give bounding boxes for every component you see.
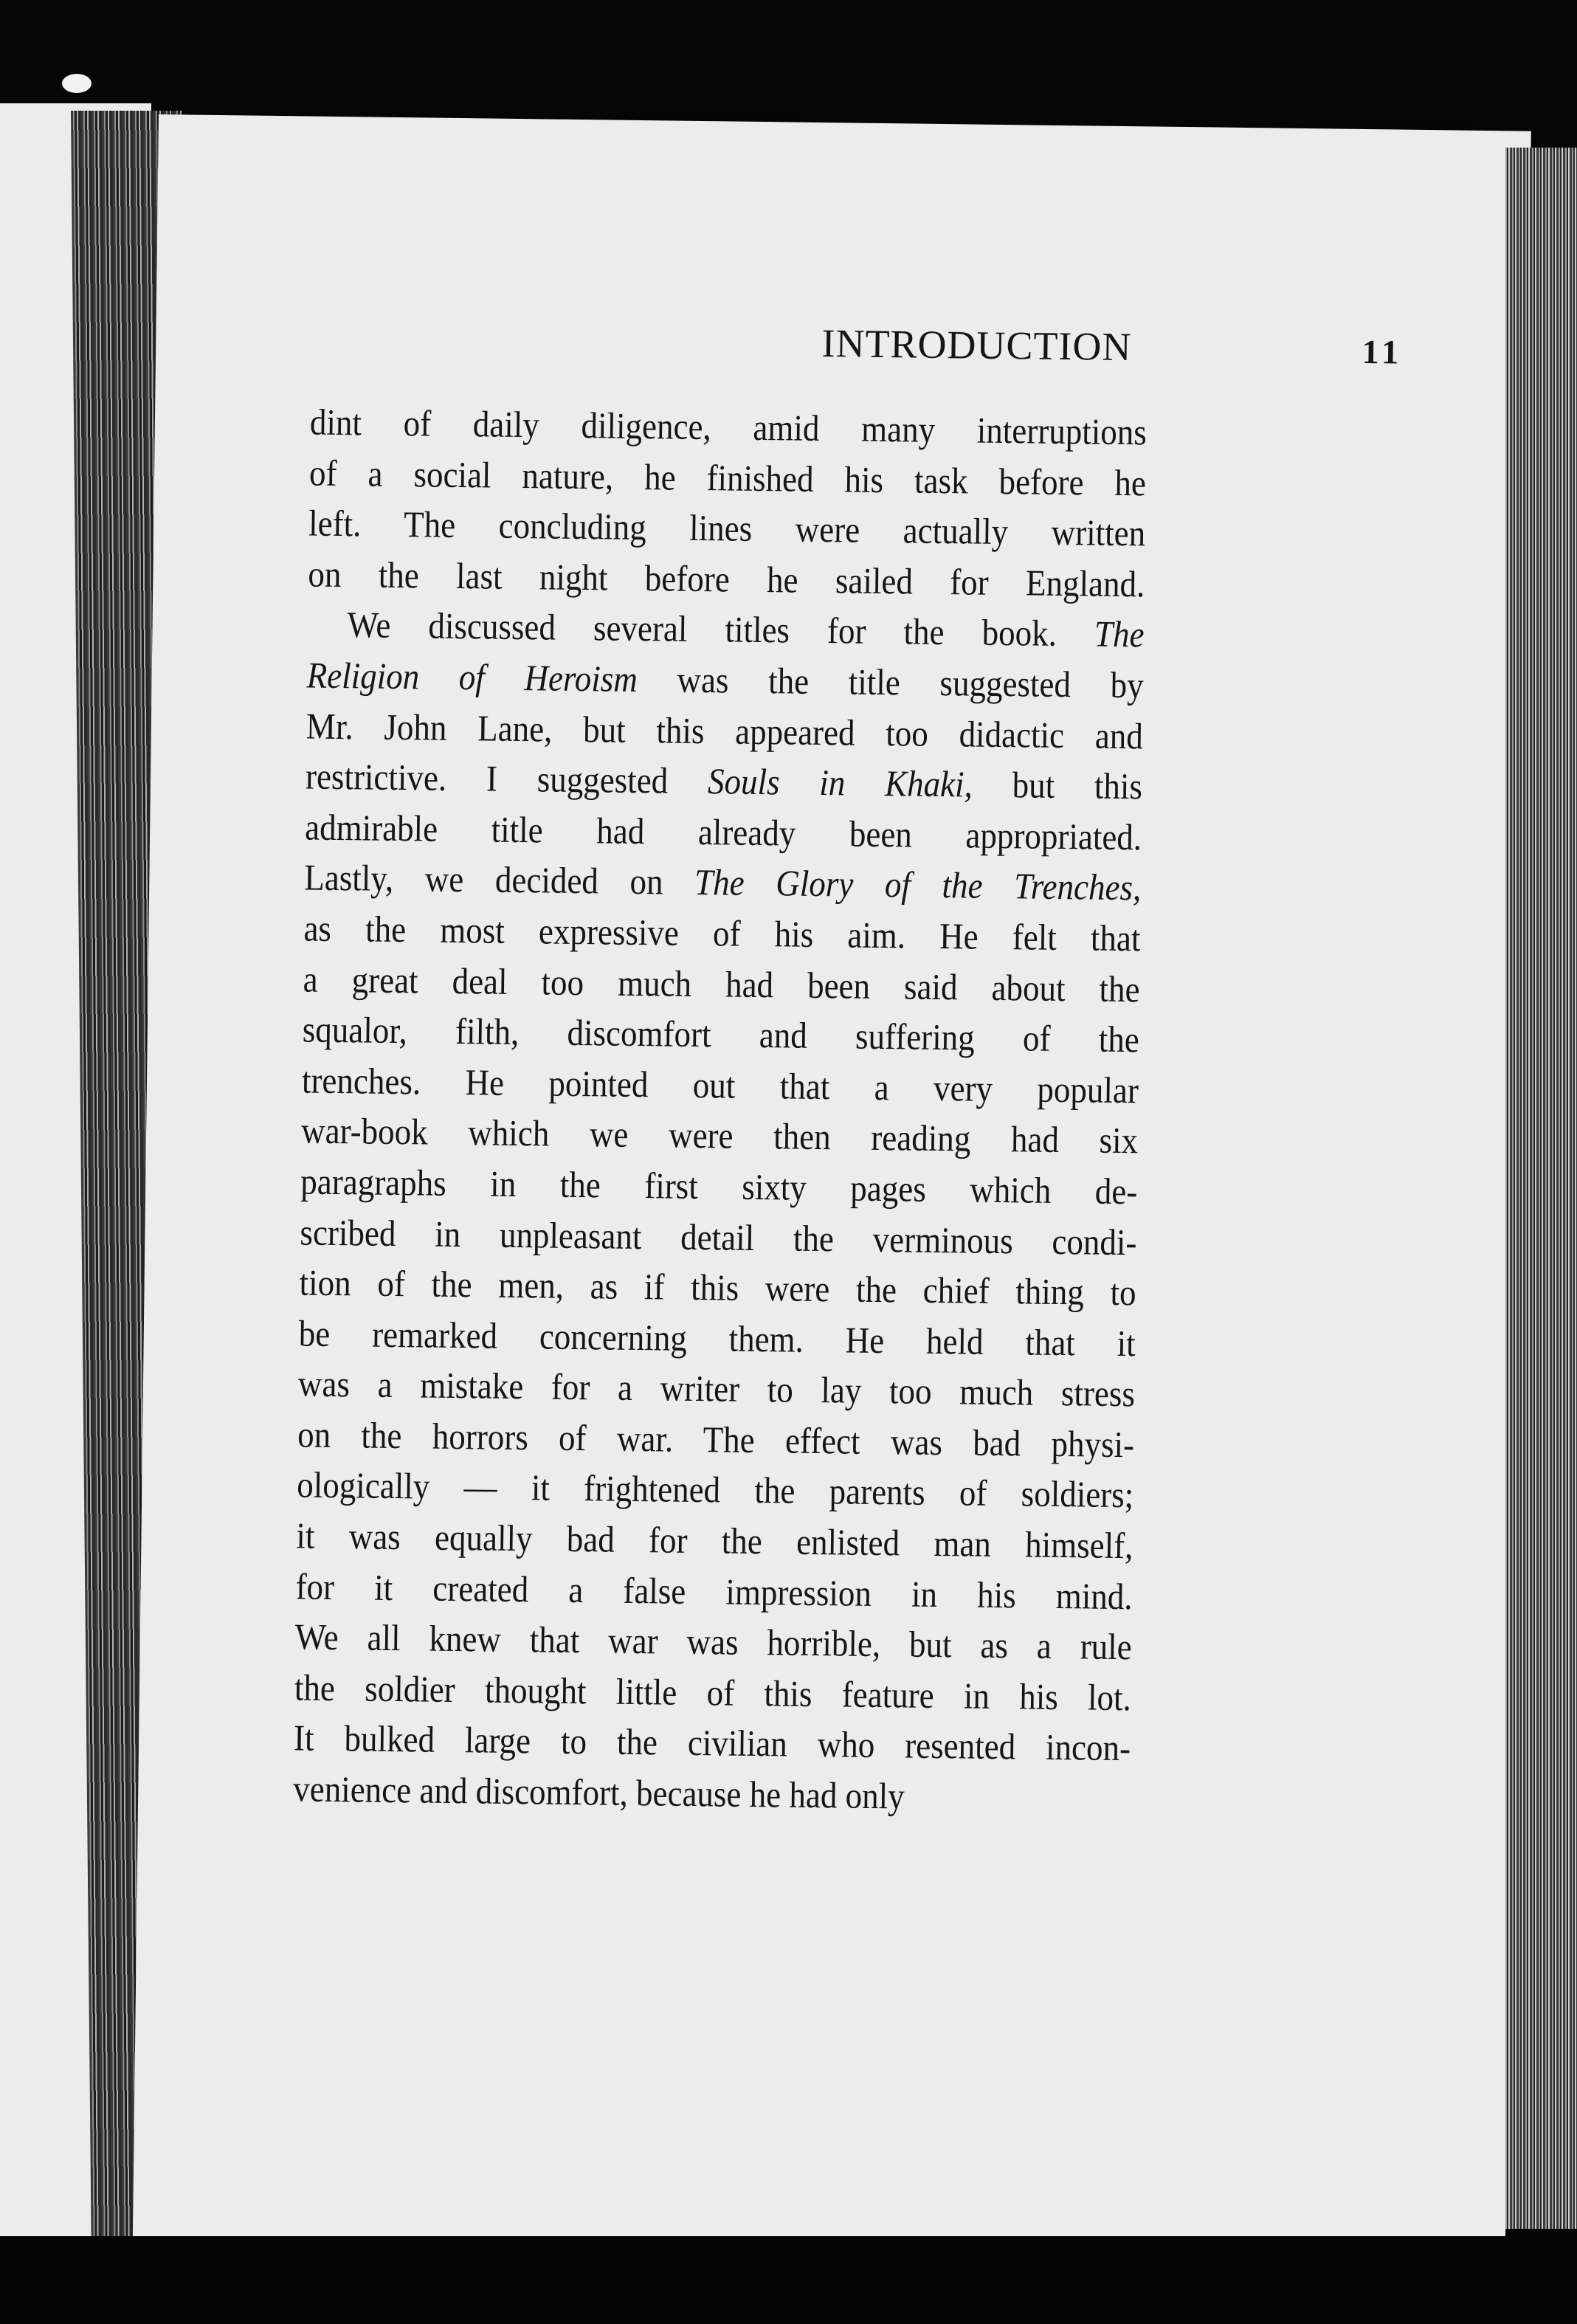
text-segment: trenches. He pointed out that a very popular bbox=[301, 1059, 1139, 1111]
text-segment: on the horrors of war. The effect was bad physi- bbox=[297, 1413, 1135, 1466]
text-segment: ologically — it frightened the parents of soldiers; bbox=[296, 1463, 1134, 1516]
text-segment: was a mistake for a writer to lay too much stress bbox=[297, 1362, 1136, 1415]
text-segment: on the last night before he sailed for England. bbox=[308, 553, 1145, 605]
body-text bbox=[293, 397, 1147, 1824]
text-line bbox=[306, 649, 1144, 710]
scan-artifact bbox=[62, 74, 92, 93]
text-segment: but this bbox=[972, 763, 1143, 807]
text-line bbox=[303, 903, 1141, 963]
text-segment: tion of the men, as if this were the chief thing to bbox=[299, 1261, 1136, 1314]
text-segment: it was equally bad for the enlisted man himself, bbox=[296, 1514, 1133, 1567]
text-segment: squalor, filth, discomfort and suffering of the bbox=[302, 1008, 1140, 1061]
text-segment: for it created a false impression in his mind. bbox=[295, 1565, 1133, 1617]
text-segment: Mr. John Lane, but this appeared too didactic and bbox=[306, 705, 1144, 756]
text-segment: restrictive. I suggested bbox=[305, 755, 708, 802]
text-segment: We discussed several titles for the book. bbox=[347, 604, 1095, 655]
italic-title-text: Religion of Heroism bbox=[306, 654, 638, 700]
text-segment: Lastly, we decided on bbox=[304, 856, 695, 903]
text-segment: scribed in unpleasant detail the verminous condi- bbox=[300, 1210, 1137, 1263]
text-segment: We all knew that war was horrible, but as a rule bbox=[294, 1616, 1133, 1668]
text-segment: be remarked concerning them. He held that it bbox=[298, 1312, 1136, 1364]
italic-title-text: The bbox=[1094, 613, 1145, 655]
text-segment: dint of daily diligence, amid many interruptions bbox=[309, 401, 1148, 453]
text-segment: was the title suggested by bbox=[637, 658, 1144, 706]
text-segment: admirable title had already been appropriated. bbox=[304, 806, 1142, 858]
text-segment: left. The concluding lines were actually written bbox=[308, 502, 1146, 554]
text-line bbox=[300, 1156, 1138, 1216]
text-segment: a great deal too much had been said about the bbox=[303, 958, 1140, 1010]
running-title: INTRODUCTION bbox=[821, 321, 1132, 370]
text-segment: of a social nature, he finished his task before he bbox=[308, 452, 1147, 503]
text-line bbox=[293, 1763, 1131, 1824]
italic-title-text: Souls in Khaki, bbox=[707, 760, 973, 805]
running-header bbox=[591, 317, 1404, 373]
text-segment: the soldier thought little of this feature in his lot. bbox=[294, 1666, 1132, 1719]
text-segment: It bulked large to the civilian who resented incon- bbox=[293, 1717, 1131, 1769]
text-segment: venience and discomfort, because he had only bbox=[292, 1768, 905, 1817]
book-page bbox=[133, 114, 1531, 2257]
page-stack-edge bbox=[1505, 148, 1577, 2229]
text-segment: as the most expressive of his aim. He felt that bbox=[303, 907, 1141, 959]
page-number: 11 bbox=[1362, 332, 1404, 371]
text-segment: war-book which we were then reading had six bbox=[300, 1109, 1139, 1162]
scan-background bbox=[0, 2236, 1577, 2324]
italic-title-text: The Glory of the Trenches, bbox=[694, 861, 1142, 908]
text-segment: paragraphs in the first sixty pages which de- bbox=[300, 1160, 1138, 1213]
